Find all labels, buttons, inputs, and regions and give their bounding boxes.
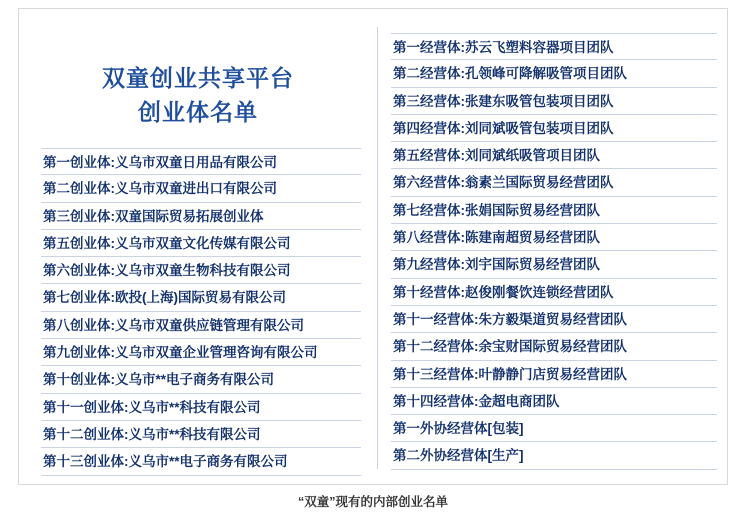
list-item: 第四经营体:刘同斌吸管包装项目团队 [391,115,717,142]
list-item: 第六创业体:义乌市双童生物科技有限公司 [41,257,361,284]
figure-caption: “双童”现有的内部创业名单 [297,495,448,509]
list-item: 第十三创业体:义乌市**电子商务有限公司 [41,448,361,475]
list-item: 第九创业体:义乌市双童企业管理咨询有限公司 [41,339,361,366]
list-item: 第十一创业体:义乌市**科技有限公司 [41,394,361,421]
operating-entity-list [391,33,717,470]
left-column [19,9,377,484]
list-item: 第十一经营体:朱方毅渠道贸易经营团队 [391,306,717,333]
columns-container [19,9,727,484]
list-item: 第五创业体:义乌市双童文化传媒有限公司 [41,230,361,257]
list-item: 第二外协经营体[生产] [391,442,717,469]
list-item: 第八创业体:义乌市双童供应链管理有限公司 [41,312,361,339]
list-item: 第三创业体:双童国际贸易拓展创业体 [41,203,361,230]
startup-entity-list [41,148,361,476]
list-item: 第十四经营体:金超电商团队 [391,388,717,415]
list-item: 第十三经营体:叶静静门店贸易经营团队 [391,361,717,388]
title-line-1: 双童创业共享平台 [102,65,294,91]
right-column [377,9,727,484]
list-item: 第六经营体:翁素兰国际贸易经营团队 [391,169,717,196]
list-item: 第七经营体:张娟国际贸易经营团队 [391,197,717,224]
list-item: 第七创业体:欧投(上海)国际贸易有限公司 [41,284,361,311]
title-line-2: 创业体名单 [138,99,258,125]
list-item: 第一外协经营体[包装] [391,415,717,442]
list-item: 第十二经营体:余宝财国际贸易经营团队 [391,333,717,360]
list-item: 第二创业体:义乌市双童进出口有限公司 [41,175,361,202]
page-title [19,61,377,129]
list-item: 第五经营体:刘同斌纸吸管项目团队 [391,142,717,169]
list-item: 第十二创业体:义乌市**科技有限公司 [41,421,361,448]
list-item: 第八经营体:陈建南超贸易经营团队 [391,224,717,251]
column-divider [377,27,378,469]
list-item: 第十创业体:义乌市**电子商务有限公司 [41,366,361,393]
list-card [18,8,728,485]
list-item: 第十经营体:赵俊刚餐饮连锁经营团队 [391,279,717,306]
list-item: 第一经营体:苏云飞塑料容器项目团队 [391,33,717,60]
list-item: 第九经营体:刘宇国际贸易经营团队 [391,251,717,278]
list-item: 第三经营体:张建东吸管包装项目团队 [391,88,717,115]
list-item: 第一创业体:义乌市双童日用品有限公司 [41,148,361,175]
list-item: 第二经营体:孔领峰可降解吸管项目团队 [391,60,717,87]
